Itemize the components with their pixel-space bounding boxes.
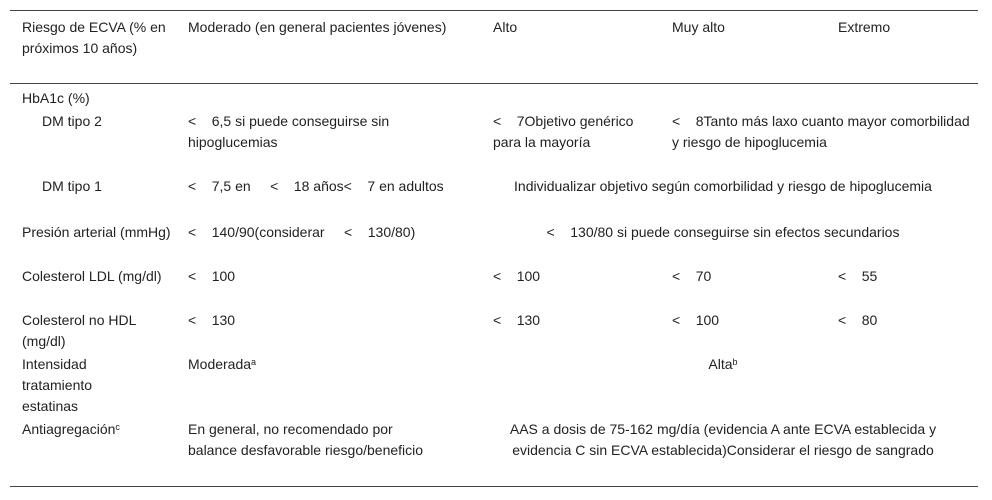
row-dm1-label: DM tipo 1 — [42, 178, 102, 194]
row-estatinas-moderado-text: Moderada — [188, 356, 252, 372]
header-moderado: Moderado (en general pacientes jóvenes) — [188, 19, 447, 35]
row-pa-moderado: < 140/90(considerar < 130/80) — [188, 224, 416, 240]
row-hba1c-label: HbA1c (%) — [22, 90, 90, 106]
row-dm2-moderado: < 6,5 si puede conseguirse sin hipoglucemias — [188, 113, 390, 150]
row-ldl-moderado: < 100 — [188, 268, 236, 284]
row-estatinas-resto — [493, 354, 953, 375]
row-ldl-muy-alto: < 70 — [672, 268, 712, 284]
row-nohdl-label: Colesterol no HDL (mg/dl) — [22, 312, 136, 349]
table-bottom-rule — [10, 486, 978, 487]
row-antiagregacion-resto: AAS a dosis de 75-162 mg/día (evidencia A ante ECVA establecida y evidencia C sin ECVA establecida)Considerar el riesgo de sangrado — [509, 421, 937, 458]
header-muy-alto: Muy alto — [672, 19, 725, 35]
row-dm2-alto: < 7Objetivo genérico para la mayoría — [493, 113, 634, 150]
row-nohdl-moderado: < 130 — [188, 312, 236, 328]
row-ldl-extremo: < 55 — [838, 268, 878, 284]
row-antiagregacion-label-text: Antiagregación — [22, 421, 116, 437]
header-alto: Alto — [493, 19, 518, 35]
row-nohdl-extremo: < 80 — [838, 312, 878, 328]
row-pa-label: Presión arterial (mmHg) — [22, 224, 171, 240]
row-ldl-label: Colesterol LDL (mg/dl) — [22, 268, 162, 284]
row-dm2-label: DM tipo 2 — [42, 113, 102, 129]
footnote-a: a — [251, 357, 257, 367]
row-ldl-alto: < 100 — [493, 268, 541, 284]
header-bottom-rule — [10, 83, 978, 84]
row-dm1-resto: Individualizar objetivo según comorbilidad y riesgo de hipoglucemia — [514, 178, 932, 194]
row-antiagregacion-moderado: En general, no recomendado por balance desfavorable riesgo/beneficio — [188, 421, 424, 458]
row-pa-resto: < 130/80 si puede conseguirse sin efectos secundarios — [546, 224, 900, 240]
row-nohdl-muy-alto: < 100 — [672, 312, 720, 328]
header-risk-label: Riesgo de ECVA (% en próximos 10 años) — [22, 19, 166, 56]
row-estatinas-resto-text: Alta — [708, 356, 733, 372]
row-dm1-moderado: < 7,5 en < 18 años< 7 en adultos — [188, 178, 444, 194]
row-estatinas-label: Intensidad tratamiento estatinas — [22, 356, 93, 414]
row-antiagregacion-label — [22, 419, 172, 440]
row-dm2-muy-alto: < 8Tanto más laxo cuanto mayor comorbilidad y riesgo de hipoglucemia — [672, 113, 970, 150]
footnote-c: c — [115, 422, 120, 432]
table-top-rule — [10, 10, 978, 11]
row-nohdl-alto: < 130 — [493, 312, 541, 328]
header-extremo: Extremo — [838, 19, 891, 35]
footnote-b: b — [732, 357, 738, 367]
row-estatinas-moderado — [188, 354, 448, 375]
